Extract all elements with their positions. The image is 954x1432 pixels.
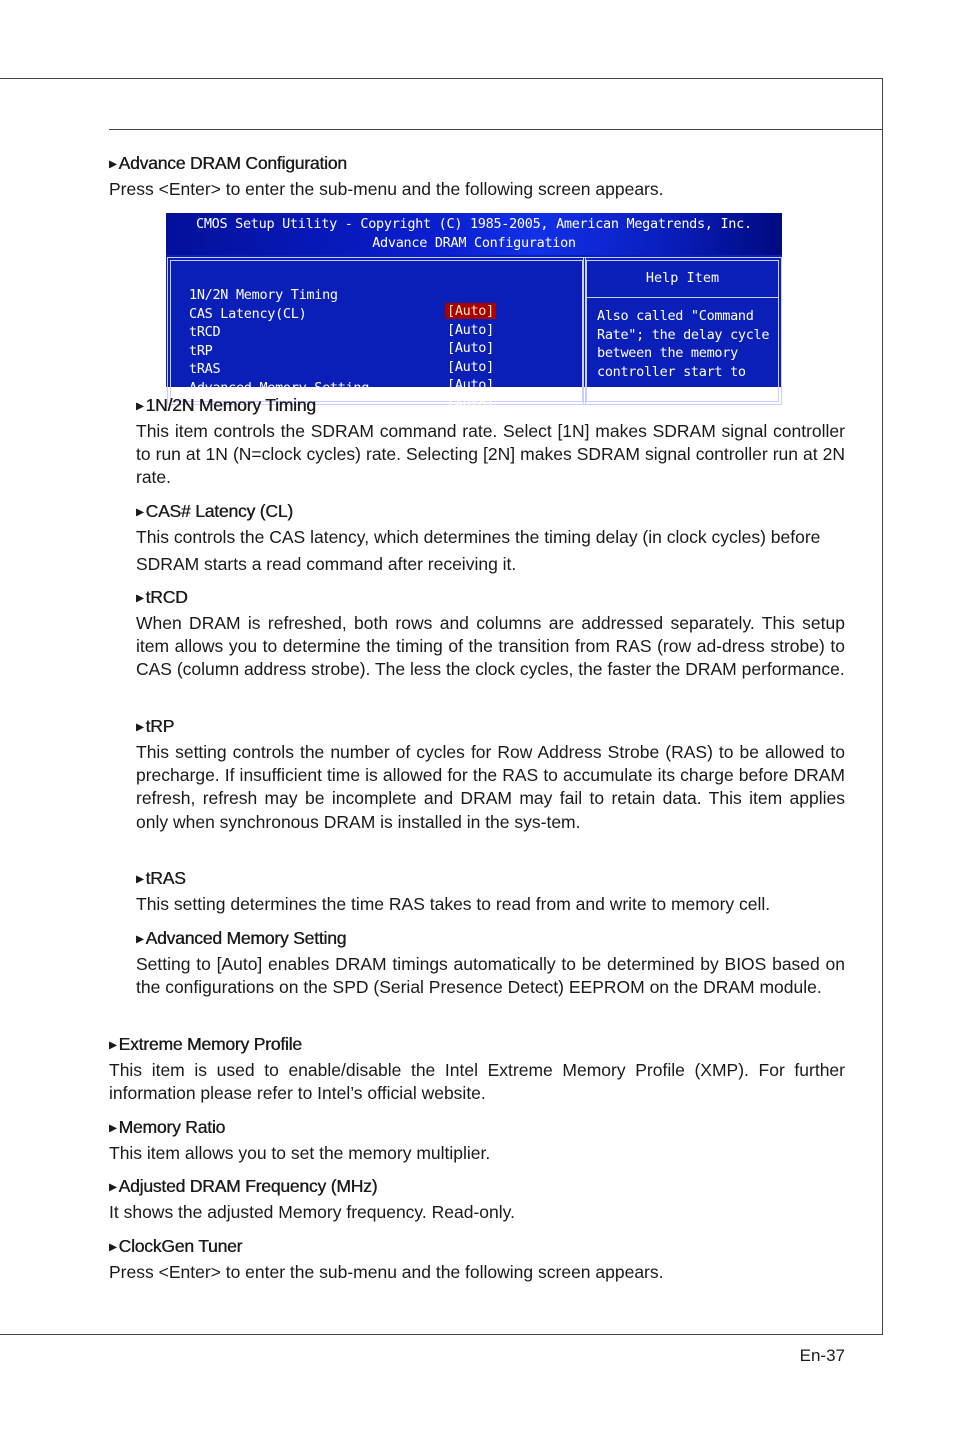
section-body: This setting controls the number of cycles for Row Address Strobe (RAS) to be allowed to precharge. If insufficient time is allowed for the RAS to accumulate its charge before DRAM refresh, refresh may be incomplete and DRAM may fail to retain data. This item applies only when synchronous DRAM is installed in the sys-tem. [136, 742, 845, 832]
bios-item-value[interactable]: [Auto] [447, 303, 494, 319]
section-tras [136, 867, 845, 916]
header-rule [109, 129, 883, 130]
section-heading: ▶ tRP [136, 716, 175, 736]
bullet-arrow-icon: ▶ [109, 1182, 117, 1193]
top-border-line [0, 78, 883, 79]
bios-item-name: tRP [189, 342, 213, 359]
section-body: When DRAM is refreshed, both rows and columns are addressed separately. This setup item allows you to determine the timing of the transition from RAS (row ad-dress strobe) to CAS (column address strobe). The less the clock cycles, the faster the DRAM performance. [136, 613, 845, 680]
bios-item-value[interactable]: [Auto] [447, 377, 494, 393]
bullet-arrow-icon: ▶ [136, 593, 144, 604]
bios-help-divider [587, 297, 778, 298]
section-heading: ▶ tRAS [136, 868, 186, 888]
section-heading: ▶ Memory Ratio [109, 1117, 226, 1137]
section-body: This setting determines the time RAS takes to read from and write to memory cell. [136, 894, 771, 914]
section-1n2n-memory-timing [136, 394, 845, 490]
section-heading: ▶ Extreme Memory Profile [109, 1034, 302, 1054]
bios-item-name: Advanced Memory Setting [189, 379, 370, 396]
bios-item-name: tRCD [189, 324, 221, 340]
bios-help-line: Also called "Command [597, 308, 754, 324]
section-trcd [136, 586, 845, 682]
bullet-arrow-icon: ▶ [109, 159, 117, 170]
section-body: Press <Enter> to enter the sub-menu and the following screen appears. [109, 1262, 664, 1282]
bios-help-line: Rate"; the delay cycle [597, 326, 770, 343]
bios-screen [166, 213, 782, 412]
bios-help-line: controller start to [597, 363, 746, 380]
bullet-arrow-icon: ▶ [136, 507, 144, 518]
bullet-arrow-icon: ▶ [136, 401, 144, 412]
bios-subtitle: Advance DRAM Configuration [372, 235, 576, 251]
bios-help-line: between the memory [597, 345, 738, 361]
section-heading: ▶ Advanced Memory Setting [136, 928, 347, 948]
section-advance-dram [109, 152, 845, 201]
bios-help-panel [586, 260, 779, 402]
bios-settings-panel [170, 260, 583, 412]
bottom-border-line [0, 1334, 883, 1335]
bios-help-title: Help Item [645, 270, 720, 286]
bios-item-value[interactable]: [Auto] [447, 395, 494, 412]
section-heading: ▶ ClockGen Tuner [109, 1236, 243, 1256]
bullet-arrow-icon: ▶ [109, 1040, 117, 1051]
bullet-arrow-icon: ▶ [136, 874, 144, 885]
section-heading: ▶ Adjusted DRAM Frequency (MHz) [109, 1176, 378, 1196]
section-trp [136, 715, 845, 834]
section-cas-latency [136, 500, 845, 578]
section-clockgen-tuner [109, 1235, 845, 1284]
section-heading: ▶ CAS# Latency (CL) [136, 501, 293, 521]
section-body: Setting to [Auto] enables DRAM timings automatically to be determined by BIOS based on the configurations on the SPD (Serial Presence Detect) EEPROM on the DRAM module. [136, 954, 845, 998]
section-heading: ▶ 1N/2N Memory Timing [136, 395, 316, 415]
bios-item-name: tRAS [189, 361, 221, 377]
section-body: It shows the adjusted Memory frequency. Read-only. [109, 1202, 515, 1222]
bios-title-bar [166, 213, 782, 255]
section-extreme-memory-profile [109, 1033, 845, 1105]
bios-item-value[interactable]: [Auto] [447, 358, 494, 375]
section-body: This item is used to enable/disable the Intel Extreme Memory Profile (XMP). For further information please refer to Intel’s official website. [109, 1060, 845, 1104]
bullet-arrow-icon: ▶ [109, 1242, 117, 1253]
bios-item-name: 1N/2N Memory Timing [189, 287, 338, 303]
section-body: Press <Enter> to enter the sub-menu and the following screen appears. [109, 179, 664, 199]
section-advanced-memory-setting [136, 927, 845, 999]
bullet-arrow-icon: ▶ [109, 1123, 117, 1134]
page-number: En-37 [799, 1346, 845, 1365]
bullet-arrow-icon: ▶ [136, 722, 144, 733]
section-body: This controls the CAS latency, which determines the timing delay (in clock cycles) before SDRAM starts a read command after receiving it. [136, 527, 821, 574]
section-body: This item allows you to set the memory multiplier. [109, 1143, 491, 1163]
section-heading: ▶ Advance DRAM Configuration [109, 153, 347, 173]
bios-item-name: CAS Latency(CL) [189, 305, 307, 322]
section-adjusted-dram-frequency [109, 1175, 845, 1224]
section-memory-ratio [109, 1116, 845, 1165]
bullet-arrow-icon: ▶ [136, 934, 144, 945]
section-heading: ▶ tRCD [136, 587, 188, 607]
section-body: This item controls the SDRAM command rate. Select [1N] makes SDRAM signal controller to run at 1N (N=clock cycles) rate. Selecting [2N] makes SDRAM signal controller run at 2N rate. [136, 421, 845, 488]
right-border-line [882, 78, 883, 1335]
bios-item-value[interactable]: [Auto] [447, 340, 494, 356]
bios-item-value[interactable]: [Auto] [447, 321, 494, 338]
bios-title: CMOS Setup Utility - Copyright (C) 1985-2005, American Megatrends, Inc. [196, 216, 752, 232]
